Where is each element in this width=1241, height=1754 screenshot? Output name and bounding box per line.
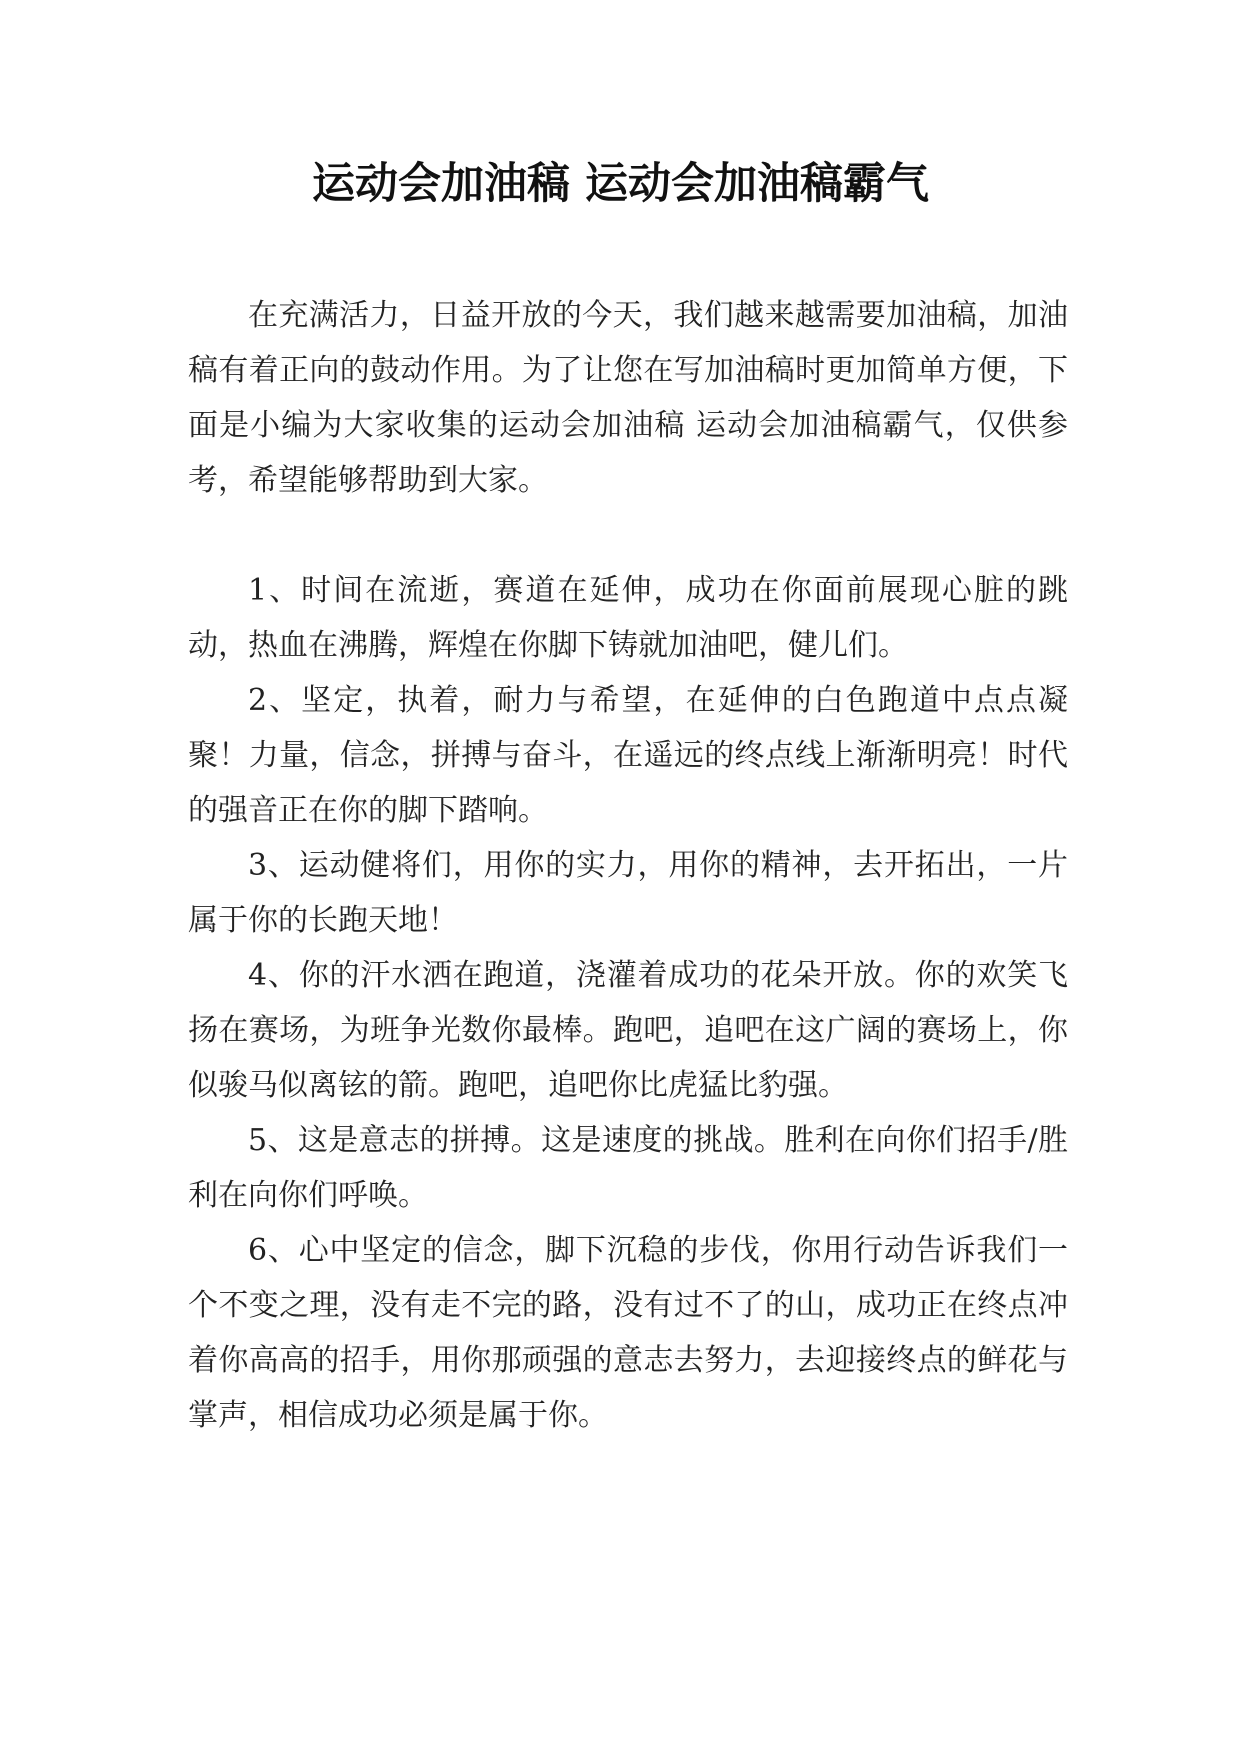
- cheer-item-2: 2、坚定，执着，耐力与希望，在延伸的白色跑道中点点凝聚！力量，信念，拼搏与奋斗，在遥远的终点线上渐渐明亮！时代的强音正在你的脚下踏响。: [188, 683, 1068, 828]
- cheer-item-1: 1、时间在流逝，赛道在延伸，成功在你面前展现心脏的跳动，热血在沸腾，辉煌在你脚下铸就加油吧，健儿们。: [188, 573, 1068, 663]
- document-body: [188, 288, 1068, 1443]
- cheer-item-3: 3、运动健将们，用你的实力，用你的精神，去开拓出，一片属于你的长跑天地！: [188, 848, 1068, 938]
- cheer-item-5: 5、这是意志的拼搏。这是速度的挑战。胜利在向你们招手/胜利在向你们呼唤。: [188, 1123, 1068, 1213]
- intro-paragraph: 在充满活力，日益开放的今天，我们越来越需要加油稿，加油稿有着正向的鼓动作用。为了让您在写加油稿时更加简单方便，下面是小编为大家收集的运动会加油稿 运动会加油稿霸气，仅供参考，希望能够帮助到大家。: [188, 298, 1068, 498]
- document-title: 运动会加油稿 运动会加油稿霸气: [312, 159, 929, 209]
- cheer-item-4: 4、你的汗水洒在跑道，浇灌着成功的花朵开放。你的欢笑飞扬在赛场，为班争光数你最棒。跑吧，追吧在这广阔的赛场上，你似骏马似离铉的箭。跑吧，追吧你比虎猛比豹强。: [188, 958, 1068, 1103]
- cheer-item-6: 6、心中坚定的信念，脚下沉稳的步伐，你用行动告诉我们一个不变之理，没有走不完的路，没有过不了的山，成功正在终点冲着你高高的招手，用你那顽强的意志去努力，去迎接终点的鲜花与掌声，相信成功必须是属于你。: [188, 1233, 1068, 1433]
